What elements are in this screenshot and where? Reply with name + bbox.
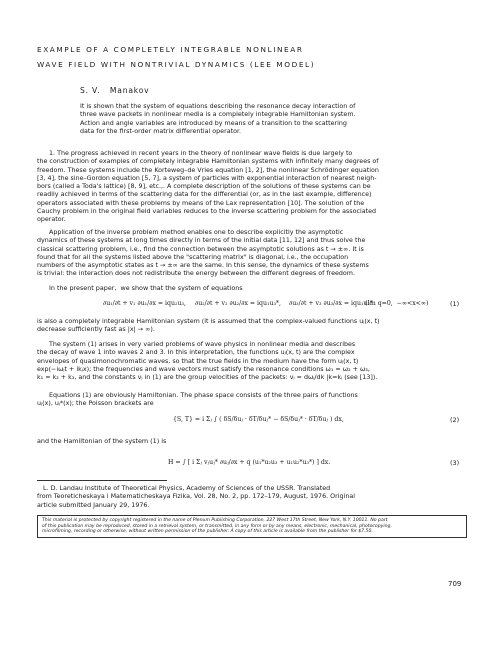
equation-number-2: (2) bbox=[450, 416, 460, 424]
abstract-line: three wave packets in nonlinear media is a completely integrable Hamiltonian system. bbox=[80, 111, 356, 119]
equation-1-part-2: ∂u₂/∂t + v₂ ∂u₂/∂x = iqu₁u₃*, bbox=[195, 300, 281, 307]
page-number: 709 bbox=[448, 580, 462, 588]
text-line: operator. bbox=[37, 216, 66, 223]
text-line: decrease sufficiently fast as |x| → ∞). bbox=[37, 326, 155, 334]
text-line: Cauchy problem in the original field variables reduces to the inverse scattering problem for the associated bbox=[37, 207, 377, 215]
paragraph-2 bbox=[37, 229, 467, 279]
text-line: is trivial: the interaction does not redistribute the energy between the different degrees of freedom. bbox=[37, 270, 356, 278]
text-line: Equations (1) are obviously Hamiltonian. The phase space consists of the three pairs of functions bbox=[49, 392, 358, 399]
text-line: found that for all the systems listed above the "scattering matrix" is diagonal, i.e., the occupation bbox=[37, 253, 349, 261]
abstract-line: Action and angle variables are introduced by means of a transition to the scattering bbox=[80, 119, 347, 127]
footnote bbox=[37, 485, 467, 510]
footnote-line: L. D. Landau Institute of Theoretical Physics, Academy of Sciences of the USSR. Translated bbox=[43, 485, 331, 492]
title-line-1: EXAMPLE OF A COMPLETELY INTEGRABLE NONLINEAR bbox=[37, 45, 304, 54]
copyright-line: This material is protected by copyright registered in the name of Plenum Publishing Corporation, 227 West 17th Street, New York, N.Y. 10011. No part bbox=[42, 518, 388, 523]
footnote-rule bbox=[37, 480, 167, 481]
text-line: the decay of wave 1 into waves 2 and 3. In this interpretation, the functions uⱼ(x, t) are the complex bbox=[37, 349, 355, 357]
abstract-line: It is shown that the system of equations describing the resonance decay interaction of bbox=[80, 103, 356, 110]
author: S. V. Manakov bbox=[80, 86, 150, 95]
text-line: k₁ = k₂ + k₃, and the constants vⱼ in (1) are the group velocities of the packets: vⱼ = dωⱼ/dk |k=kⱼ (see [13]). bbox=[37, 374, 378, 381]
copyright-line: microfilming, recording or otherwise, without written permission of the publisher. A copy of this article is available from the publisher for $7.50. bbox=[42, 529, 373, 535]
equation-2: {S, T} = i Σⱼ ∫ ( δS/δuⱼ · δT/δuⱼ* − δS/δuⱼ* · δT/δuⱼ ) dx, bbox=[173, 416, 344, 423]
paragraph-3: In the present paper, we show that the system of equations bbox=[49, 284, 243, 292]
text-line: numbers of the asymptotic states as t → ±∞ are the same. In this sense, the dynamics of these systems bbox=[37, 262, 369, 269]
text-line: classical scattering problem, i.e., find the connection between the asymptotic solutions as t → ±∞. It is bbox=[37, 245, 364, 253]
text-line: 1. The progress achieved in recent years in the theory of nonlinear wave fields is due largely to bbox=[49, 150, 353, 157]
text-line: readily achieved in terms of the scattering data for the differential (or, as in the last example, difference) bbox=[37, 191, 372, 199]
text-line: operators associated with these problems by means of the Lax representation [10]. The solution of the bbox=[37, 199, 365, 207]
paragraph-5 bbox=[37, 341, 467, 382]
text-line: exp(−iωⱼt + ikⱼx); the frequencies and wave vectors must satisfy the resonance conditions ω₁ = ω₂ + ω₃, bbox=[37, 365, 370, 373]
abstract bbox=[80, 103, 420, 136]
equation-1-part-1: ∂u₁/∂t + v₁ ∂u₁/∂x = iqu₂u₃, bbox=[103, 300, 186, 307]
paragraph-6 bbox=[37, 392, 467, 409]
equation-number-3: (3) bbox=[450, 459, 460, 467]
text-line: the construction of examples of completely integrable Hamiltonian systems with infinitely many degrees of bbox=[37, 158, 379, 166]
equation-1-part-3: ∂u₃/∂t + v₃ ∂u₃/∂x = iqu₁u₂* bbox=[289, 300, 374, 307]
footnote-line: article submitted January 29, 1976. bbox=[37, 501, 150, 509]
text-line: envelopes of quasimonochromatic waves, so that the true fields in the medium have the form uⱼ(x, t) bbox=[37, 357, 359, 365]
text-line: freedom. These systems include the Korteweg–de Vries equation [1, 2], the nonlinear Schrödinger equation bbox=[37, 166, 379, 174]
equation-1-condition: (Im q=0, −∞<x<∞) bbox=[365, 300, 429, 307]
text-line: uⱼ(x), uⱼ*(x); the Poisson brackets are bbox=[37, 400, 154, 408]
abstract-line: data for the first-order matrix differential operator. bbox=[80, 127, 241, 135]
text-line: Application of the inverse problem method enables one to describe explicitly the asymptotic bbox=[49, 229, 344, 236]
footnote-line: from Teoreticheskaya i Matematicheskaya Fizika, Vol. 28, No. 2, pp. 172–179, August, 1976. Original bbox=[37, 493, 355, 501]
text-line: [3, 4], the sine–Gordon equation [5, 7], a system of particles with exponential interaction of nearest neigh- bbox=[37, 174, 377, 182]
text-line: is also a completely integrable Hamiltonian system (it is assumed that the complex-valued functions uⱼ(x, t) bbox=[37, 318, 380, 325]
equation-number-1: (1) bbox=[450, 300, 460, 308]
paragraph-1 bbox=[37, 150, 467, 224]
paragraph-7: and the Hamiltonian of the system (1) is bbox=[37, 437, 167, 445]
paragraph-4 bbox=[37, 318, 467, 335]
copyright-notice bbox=[37, 515, 467, 538]
equation-3: H = ∫ [ i Σⱼ vⱼuⱼ* ∂uⱼ/∂x + q (u₁*u₂u₃ + u₁u₂*u₃*) ] dx. bbox=[168, 459, 331, 466]
text-line: dynamics of these systems at long times directly in terms of the initial data [11, 12] and thus solve the bbox=[37, 237, 366, 245]
text-line: bors (called a Toda's lattice) [8, 9], etc.,. A complete description of the solutions of these systems can be bbox=[37, 183, 371, 190]
copyright-line: of this publication may be reproduced, stored in a retrieval system, or transmitted, in any form or by any means, electronic, mechanical, photocopying, bbox=[42, 523, 392, 529]
text-line: The system (1) arises in very varied problems of wave physics in nonlinear media and describes bbox=[49, 341, 356, 348]
title-line-2: WAVE FIELD WITH NONTRIVIAL DYNAMICS (LEE MODEL) bbox=[37, 60, 316, 69]
